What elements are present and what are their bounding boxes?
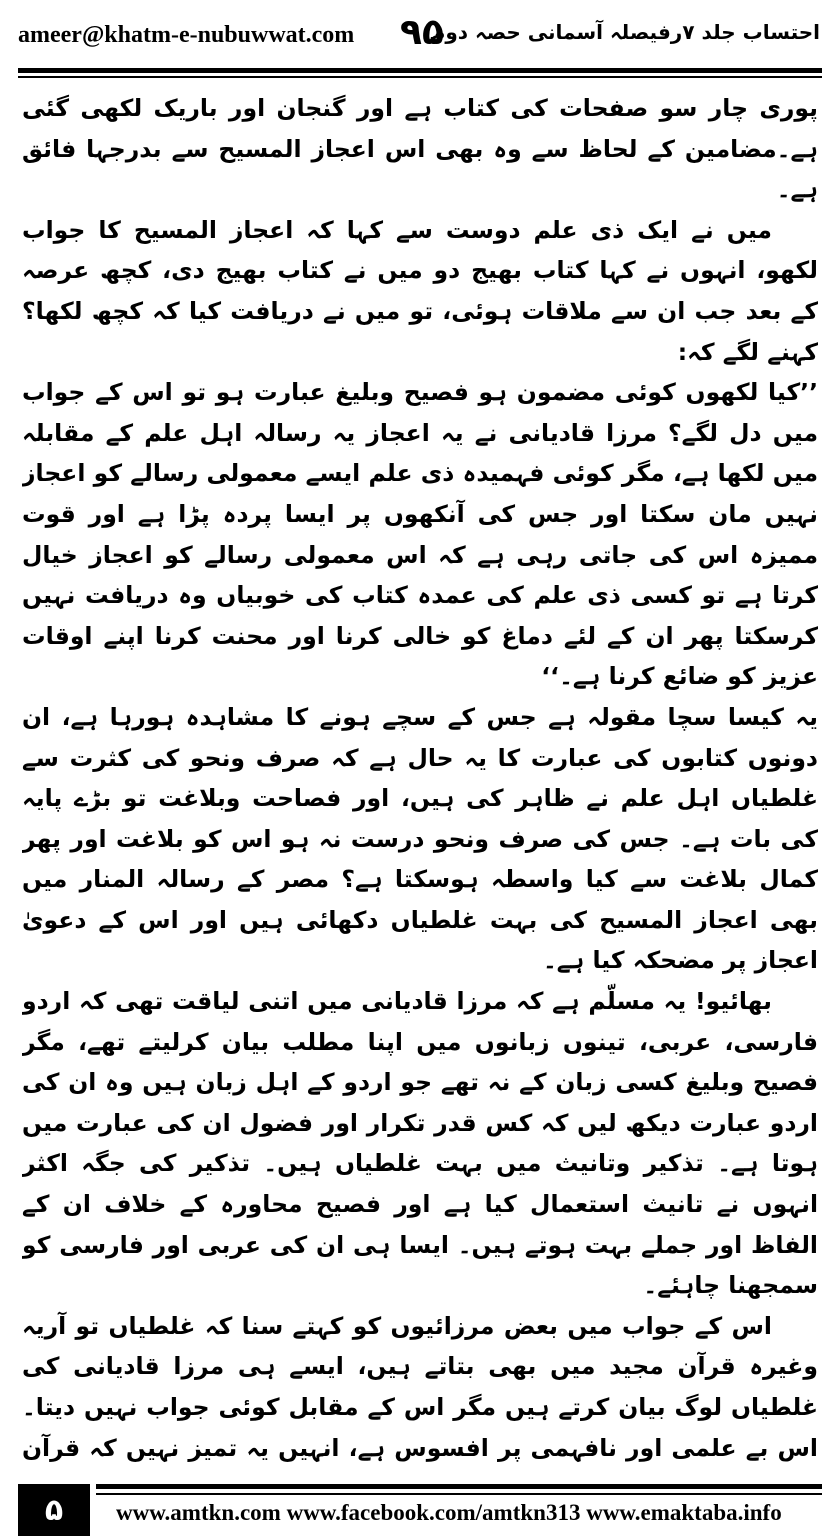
footer-page-index: ۵	[18, 1484, 90, 1536]
paragraph-3: یہ کیسا سچا مقولہ ہے جس کے سچے ہونے کا مشاہدہ ہورہا ہے، ان دونوں کتابوں کی عبارت کا یہ حال ہے کہ صرف ونحو کی کثرت سے غلطیاں اہل علم نے ظاہر کی ہیں، اور فصاحت وبلاغت تو بڑے پایہ کی بات ہے۔ جس کی صرف ونحو درست نہ ہو اس کو بلاغت اور پھر کمال بلاغت سے کیا واسطہ ہوسکتا ہے؟ مصر کے رسالہ المنار میں بھی اعجاز المسیح کی بہت غلطیاں دکھائی ہیں اور اس کے دعویٰ اعجاز پر مضحکہ کیا ہے۔	[22, 702, 818, 975]
footer-links[interactable]: www.amtkn.com www.facebook.com/amtkn313 www.emaktaba.info	[116, 1500, 782, 1525]
page-number: ۹۵	[400, 12, 444, 53]
header-rule-thick	[18, 68, 822, 73]
paragraph-5: اس کے جواب میں بعض مرزائیوں کو کہتے سنا کہ غلطیاں تو آریہ وغیرہ قرآن مجید میں بھی بتاتے ہیں، ایسے ہی مرزا قادیانی کی غلطیاں لوگ بیان کرتے ہیں مگر اس کے مقابل کوئی جواب نہیں دیتا۔ اس بے علمی اور نافہمی پر افسوس ہے، انہیں یہ تمیز نہیں کہ قرآن	[22, 1311, 818, 1462]
paragraph-4: بھائیو! یہ مسلّم ہے کہ مرزا قادیانی میں اتنی لیاقت تھی کہ اردو فارسی، عربی، تینوں زبانوں میں اپنا مطلب بیان کرلیتے تھے، مگر فصیح وبلیغ کسی زبان کے نہ تھے جو اردو کے اہل زبان ہیں وہ ان کی اردو عبارت دیکھ لیں کہ کس قدر تکرار اور فضول ان کی عبارت میں ہوتا ہے۔ تذکیر وتانیث میں بہت غلطیاں ہیں۔ تذکیر کی جگہ اکثر انہوں نے تانیث استعمال کیا ہے اور فصیح محاورہ کے خلاف ان کے الفاظ اور جملے بہت ہوتے ہیں۔ ایسا ہی ان کی عربی اور فارسی کو سمجھنا چاہئے۔	[22, 987, 818, 1300]
header-rule-thin	[18, 76, 822, 78]
paragraph-1: پوری چار سو صفحات کی کتاب ہے اور گنجان اور باریک لکھی گئی ہے۔مضامین کے لحاظ سے وہ بھی اس اعجاز المسیح سے بدرجہا فائق ہے۔	[22, 94, 818, 204]
page-footer	[0, 1484, 840, 1540]
footer-rule-thick	[96, 1484, 822, 1489]
footer-rule-thin	[96, 1493, 822, 1495]
paragraph-quote: ’’کیا لکھوں کوئی مضمون ہو فصیح وبلیغ عبارت ہو تو اس کے جواب میں دل لگے؟ مرزا قادیانی نے یہ اعجاز یہ رسالہ اہل علم کے مقابلہ میں لکھا ہے، مگر کوئی فہمیدہ ذی علم ایسے معمولی رسالے کو اعجاز نہیں مان سکتا اور جس کی آنکھوں پر ایسا پردہ پڑا ہے اور قوت ممیزہ اس کی جاتی رہی ہے کہ اس معمولی رسالے کو اعجاز خیال کرتا ہے تو کسی ذی علم کی عمدہ کتاب کی خوبیاں وہ دریافت نہیں کرسکتا پھر ان کے لئے دماغ کو خالی کرنا اور محنت کرنا اپنے اوقات عزیز کو ضائع کرنا ہے۔‘‘	[22, 378, 818, 691]
book-title: احتساب جلد ۷رفیصلہ آسمانی حصہ دوم	[430, 20, 820, 44]
paragraph-2: میں نے ایک ذی علم دوست سے کہا کہ اعجاز المسیح کا جواب لکھو، انہوں نے کہا کتاب بھیج دو میں نے کتاب بھیج دی، کچھ عرصہ کے بعد جب ان سے ملاقات ہوئی، تو میں نے دریافت کیا کہ کچھ لکھا؟ کہنے لگے کہ:	[22, 215, 818, 366]
page-header	[0, 0, 840, 78]
page-body	[22, 88, 818, 1472]
header-email: ameer@khatm-e-nubuwwat.com	[18, 22, 355, 48]
